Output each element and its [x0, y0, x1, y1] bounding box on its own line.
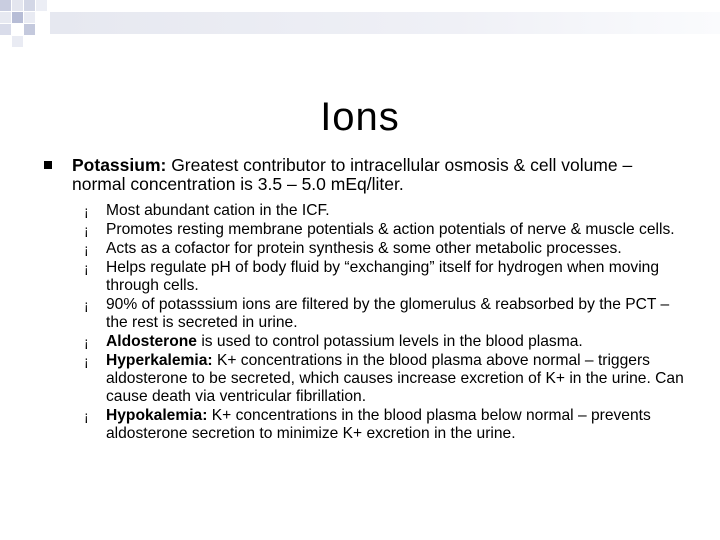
list-item: ¡ Hypokalemia: K+ concentrations in the blood plasma below normal – prevents aldosterone secretion to minimize K+ excretion in the urine. — [84, 407, 651, 442]
square-bullet-icon — [44, 161, 52, 169]
list-item: ¡ 90% of potasssium ions are filtered by the glomerulus & reabsorbed by the PCT – the rest is secreted in urine. — [84, 296, 670, 331]
circle-bullet-icon: ¡ — [84, 334, 89, 350]
circle-bullet-icon: ¡ — [84, 203, 89, 219]
header-bar — [50, 12, 720, 34]
circle-bullet-icon: ¡ — [84, 353, 89, 369]
slide-title: Ions — [320, 94, 400, 139]
circle-bullet-icon: ¡ — [84, 222, 89, 238]
list-item: ¡ Promotes resting membrane potentials & action potentials of nerve & muscle cells. — [84, 221, 675, 238]
list-item: ¡ Helps regulate pH of body fluid by “exchanging” itself for hydrogen when moving through cells. — [84, 259, 660, 294]
circle-bullet-icon: ¡ — [84, 408, 89, 424]
list-item: ¡ Most abundant cation in the ICF. — [84, 202, 330, 219]
circle-bullet-icon: ¡ — [84, 260, 89, 276]
sub-bullet-list — [44, 202, 684, 443]
main-text: Greatest contributor to intracellular osmosis & cell volume – normal concentration is 3.5 – 5.0 mEq/liter. — [72, 155, 633, 194]
list-item: ¡ Aldosterone is used to control potassium levels in the blood plasma. — [84, 333, 583, 350]
slide-content — [44, 156, 684, 444]
list-item: ¡ Hyperkalemia: K+ concentrations in the blood plasma above normal – triggers aldosterone to be secreted, which causes increase excretion of K+ in the urine. Can cause death via ventricular fibrillation. — [84, 352, 684, 405]
main-bullet-item — [44, 156, 684, 194]
main-bold-term: Potassium: — [72, 155, 167, 175]
circle-bullet-icon: ¡ — [84, 297, 89, 313]
circle-bullet-icon: ¡ — [84, 241, 89, 257]
list-item: ¡ Acts as a cofactor for protein synthesis & some other metabolic processes. — [84, 240, 622, 257]
